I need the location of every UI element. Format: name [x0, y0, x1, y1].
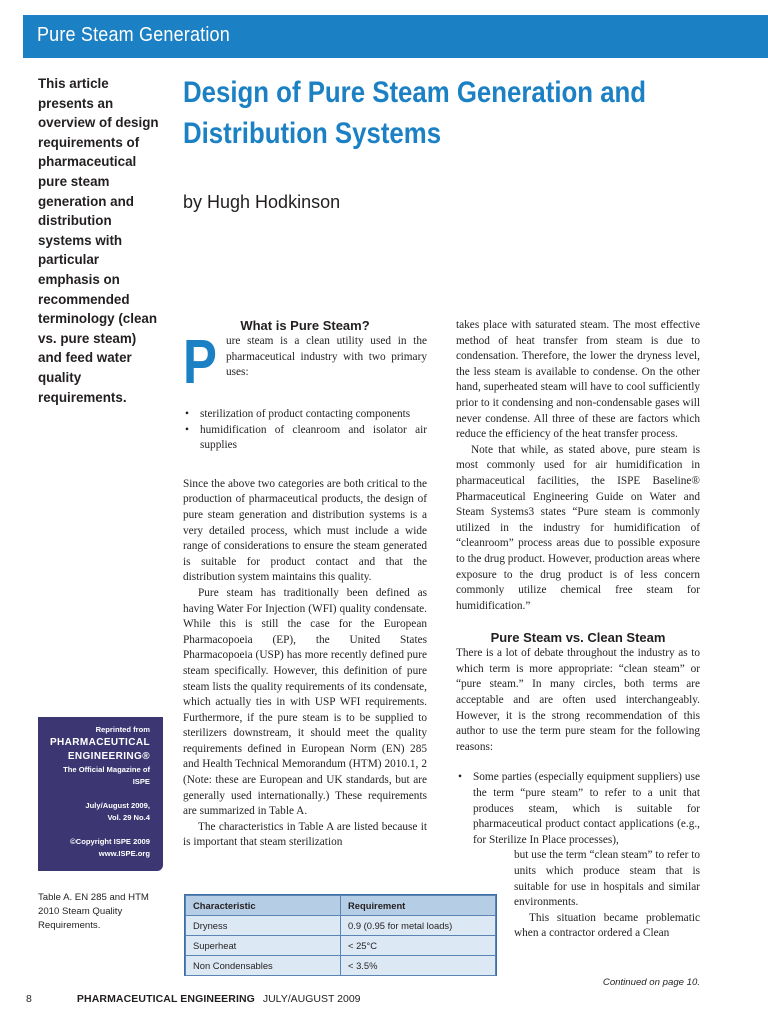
table-cell: Non Condensables [186, 956, 341, 976]
table-caption: Table A. EN 285 and HTM 2010 Steam Quality Requirements. [38, 892, 149, 931]
article-byline: by Hugh Hodkinson [183, 192, 341, 212]
reprint-label: Reprinted from [95, 725, 150, 734]
table-cell: Dryness [186, 916, 341, 936]
page-footer [26, 993, 361, 1005]
magazine-name: ENGINEERING® [67, 751, 150, 762]
section-header-bar [23, 15, 768, 58]
uses-bullet-list [183, 407, 427, 454]
table-cell: Superheat [186, 936, 341, 956]
body-paragraph: Note that while, as stated above, pure steam is most commonly used for air humidification in pharmaceutical facilities, the ISPE Baseline® Pharmaceutical Engineering Guide on Water and Steam Systems3 states “Pure steam is commonly utilized in the industry for humidification of “cleanroom” process areas due to possible exposure to the drug product. However, production areas where exposure to the drug product is of less concern commonly utilize chemical free steam for humidification.” [456, 443, 700, 612]
copyright-notice: ©Copyright ISPE 2009 [70, 837, 150, 846]
section-heading-what-is-pure-steam: What is Pure Steam? [240, 318, 370, 333]
footer-issue-date: JULY/AUGUST 2009 [262, 993, 361, 1005]
issue-volume: Vol. 29 No.4 [107, 813, 150, 822]
body-paragraph: There is a lot of debate throughout the industry as to which term is more appropriate: “clean steam” or “pure steam.” In many circles, both terms are acceptable and are often used interchangeably. However, it is the strong recommendation of this author to use the term pure steam for the following reasons: [456, 647, 700, 753]
reasons-bullet-list [456, 770, 700, 848]
body-paragraph: but use the term “clean steam” to refer to units which produce steam that is suitable for use in hospitals and similar environments. [514, 849, 700, 909]
body-paragraph: This situation became problematic when a contractor ordered a Clean [514, 911, 700, 940]
table-cell: 0.9 (0.95 for metal loads) [341, 916, 496, 936]
table-row [186, 956, 496, 976]
text-column-2 [456, 318, 700, 942]
list-item: • humidification of cleanroom and isolator air supplies [185, 423, 427, 452]
page-number: 8 [26, 993, 32, 1005]
intro-paragraph [183, 334, 427, 392]
website-text: www.ISPE.org [98, 849, 150, 858]
table-cell: < 25°C [341, 936, 496, 956]
table-row [186, 936, 496, 956]
table-header-row [186, 896, 496, 916]
body-paragraph: The characteristics in Table A are listed because it is important that steam sterilization [183, 820, 427, 849]
issue-date: July/August 2009, [85, 801, 150, 810]
magazine-name: PHARMACEUTICAL [49, 737, 150, 748]
body-paragraph: Pure steam has traditionally been defined as having Water For Injection (WFI) quality condensate. While this is still the case for the European Pharmacopoeia (EP), the United States Pharmacopoeia (USP) has more recently defined pure steam specifically. However, this definition of pure steam lists the quality requirements of its condensate, which actually ties in with USP WFI requirements. Furthermore, if the pure steam is to be supplied to sterilizers downstream, it should meet the quality requirements defined in European Norm (EN) 285 and Health Technical Memorandum (HTM) 2010.1, 2 (Note: these are European and UK standards, but are generally used internationally.) These requirements are summarized in Table A. [183, 586, 427, 818]
article-title: Design of Pure Steam Generation and Distribution Systems [183, 76, 647, 150]
footer-magazine-name: PHARMACEUTICAL ENGINEERING [76, 993, 255, 1005]
magazine-tagline: The Official Magazine of ISPE [63, 765, 150, 786]
bullet-icon: • [185, 408, 189, 420]
continued-note: Continued on page 10. [602, 977, 700, 988]
drop-cap-letter: P [183, 334, 217, 392]
table-cell: < 3.5% [341, 956, 496, 976]
article-abstract: This article presents an overview of design requirements of pharmaceutical pure steam generation and distribution systems with particular emphasis on recommended terminology (clean vs. pure steam) and feed water quality requirements. [38, 76, 159, 405]
list-item: • sterilization of product contacting components [183, 407, 427, 423]
reprint-notice-box [38, 717, 163, 871]
list-item: • Some parties (especially equipment suppliers) use the term “pure steam” to refer to a unit that produces steam, which is suitable for pharmaceutical product contact applications (e.g., for Sterilize In Place processes), [458, 771, 700, 846]
steam-quality-table [184, 894, 497, 976]
intro-text: ure steam is a clean utility used in the pharmaceutical industry with two primary uses: [226, 335, 427, 379]
column-header: Characteristic [186, 896, 341, 916]
body-paragraph: Since the above two categories are both critical to the production of pharmaceutical products, the design of pure steam generation and distribution systems is a very detailed process, which must include a wide range of considerations to ensure the steam generated is suitable for product contact and that the distribution system maintains this quality. [183, 477, 427, 584]
text-column-1 [183, 318, 427, 851]
section-title: Pure Steam Generation [37, 24, 230, 46]
section-heading-pure-vs-clean: Pure Steam vs. Clean Steam [490, 630, 666, 646]
bullet-icon: • [185, 423, 189, 436]
column-header: Requirement [341, 896, 496, 916]
table-row [186, 916, 496, 936]
body-paragraph: takes place with saturated steam. The most effective method of heat transfer from steam is due to condensation. Therefore, the lower the dryness level, the less steam is available to condense. On the other hand, superheated steam will have to cool sufficiently prior to it condensing and non-condensable gases will never condense. All three of these are factors which reduce the efficiency of the heat transfer process. [456, 319, 700, 441]
bullet-icon: • [458, 771, 462, 784]
